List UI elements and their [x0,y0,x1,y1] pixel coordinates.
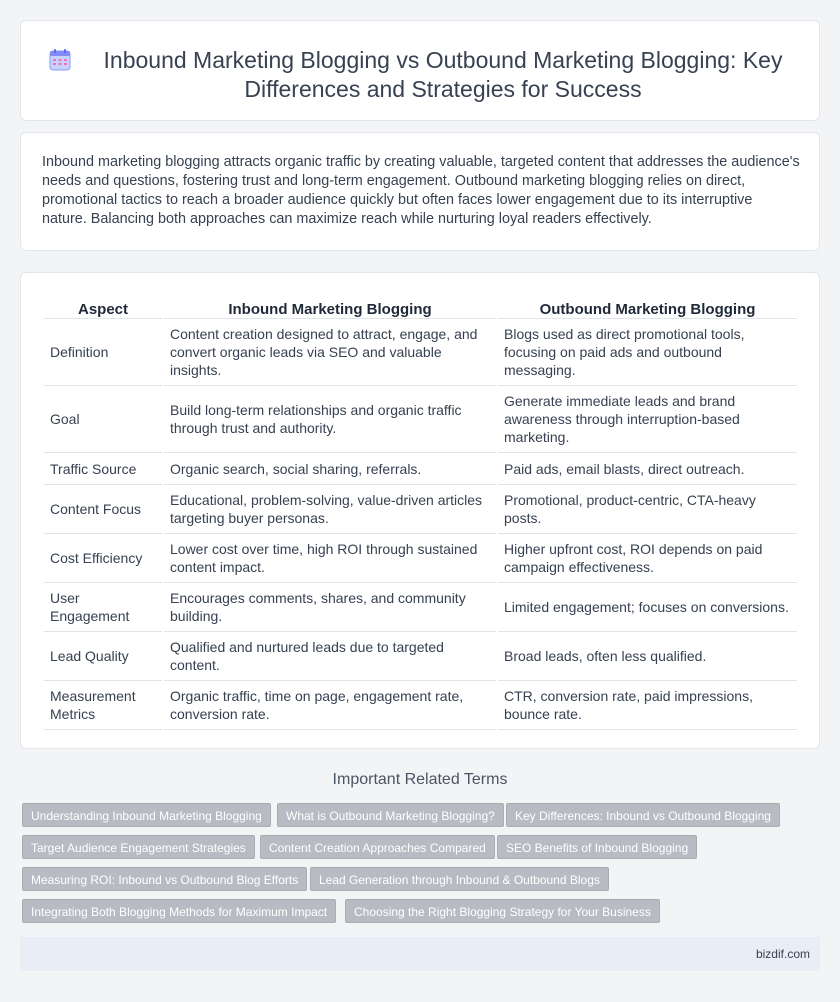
cell-aspect: Traffic Source [44,453,162,485]
cell-inbound: Lower cost over time, high ROI through sustained content impact. [164,534,496,583]
table-header-row [44,297,797,319]
table-row [44,534,797,583]
related-tag[interactable]: What is Outbound Marketing Blogging? [277,803,504,827]
table-row [44,386,797,453]
cell-inbound: Build long-term relationships and organic traffic through trust and authority. [164,386,496,453]
related-tag[interactable]: Key Differences: Inbound vs Outbound Blogging [506,803,780,827]
related-tag[interactable]: Understanding Inbound Marketing Blogging [22,803,271,827]
intro-card [20,132,820,251]
cell-aspect: Definition [44,319,162,386]
cell-inbound: Organic traffic, time on page, engagement rate, conversion rate. [164,681,496,730]
table-row [44,632,797,681]
related-tag[interactable]: Choosing the Right Blogging Strategy for Your Business [345,899,660,923]
table-row [44,319,797,386]
cell-outbound: Blogs used as direct promotional tools, focusing on paid ads and outbound messaging. [498,319,797,386]
cell-aspect: User Engagement [44,583,162,632]
cell-inbound: Content creation designed to attract, engage, and convert organic leads via SEO and valuable insights. [164,319,496,386]
cell-inbound: Organic search, social sharing, referrals. [164,453,496,485]
related-tag[interactable]: Lead Generation through Inbound & Outbound Blogs [310,867,609,891]
cell-inbound: Educational, problem-solving, value-driven articles targeting buyer personas. [164,485,496,534]
cell-outbound: Promotional, product-centric, CTA-heavy posts. [498,485,797,534]
cell-aspect: Measurement Metrics [44,681,162,730]
table-row [44,583,797,632]
footer [20,937,820,971]
table-row [44,485,797,534]
cell-inbound: Qualified and nurtured leads due to targeted content. [164,632,496,681]
calendar-icon [48,48,72,72]
footer-site: bizdif.com [755,947,810,961]
related-terms-title: Important Related Terms [332,771,508,788]
cell-outbound: Broad leads, often less qualified. [498,632,797,681]
header-aspect: Aspect [44,297,162,319]
intro-text: Inbound marketing blogging attracts organic traffic by creating valuable, targeted content that addresses the audience's needs and questions, fostering trust and long-term engagement. Outbound marketing blogging relies on direct, promotional tactics to reach a broader audience quickly but often faces lower engagement due to its interruptive nature. Balancing both approaches can maximize reach while nurturing loyal readers effectively. [42,154,800,227]
cell-aspect: Lead Quality [44,632,162,681]
cell-outbound: Paid ads, email blasts, direct outreach. [498,453,797,485]
comparison-card [20,272,820,749]
cell-outbound: Generate immediate leads and brand awareness through interruption-based marketing. [498,386,797,453]
cell-aspect: Content Focus [44,485,162,534]
related-tag[interactable]: Measuring ROI: Inbound vs Outbound Blog Efforts [22,867,307,891]
header-card [20,20,820,121]
related-tag[interactable]: Integrating Both Blogging Methods for Maximum Impact [22,899,336,923]
header-inbound: Inbound Marketing Blogging [164,297,496,319]
cell-outbound: Higher upfront cost, ROI depends on paid campaign effectiveness. [498,534,797,583]
header-outbound: Outbound Marketing Blogging [498,297,797,319]
table-row [44,453,797,485]
cell-aspect: Cost Efficiency [44,534,162,583]
cell-aspect: Goal [44,386,162,453]
related-tag[interactable]: Target Audience Engagement Strategies [22,835,255,859]
related-tag[interactable]: SEO Benefits of Inbound Blogging [497,835,697,859]
cell-outbound: CTR, conversion rate, paid impressions, bounce rate. [498,681,797,730]
related-tag[interactable]: Content Creation Approaches Compared [260,835,495,859]
comparison-table [42,297,799,730]
table-row [44,681,797,730]
page-title: Inbound Marketing Blogging vs Outbound Marketing Blogging: Key Differences and Strategies for Success [103,47,783,102]
cell-inbound: Encourages comments, shares, and community building. [164,583,496,632]
cell-outbound: Limited engagement; focuses on conversions. [498,583,797,632]
